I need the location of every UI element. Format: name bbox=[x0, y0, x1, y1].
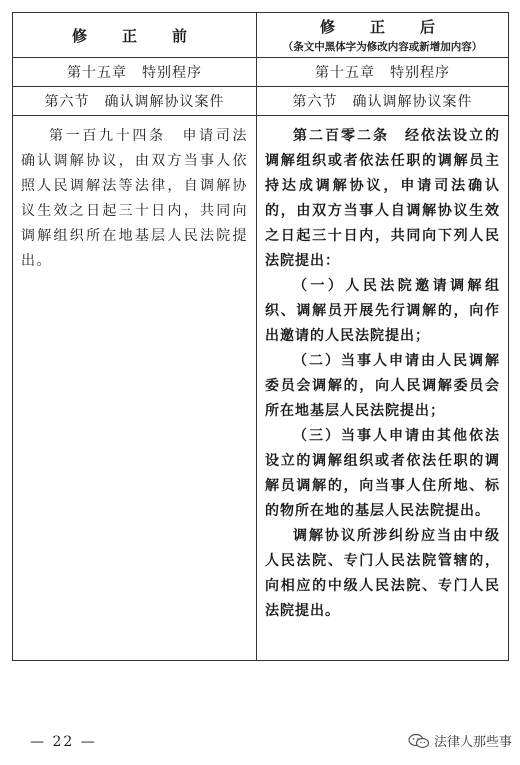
article-before-cell bbox=[13, 116, 257, 661]
page-number: — 22 — bbox=[30, 734, 97, 750]
article-after-paragraph: （二）当事人申请由人民调解委员会调解的，向人民调解委员会所在地基层人民法院提出； bbox=[265, 353, 500, 419]
header-after-title: 修 正 后 bbox=[319, 18, 445, 36]
header-after-cell bbox=[257, 13, 509, 58]
watermark bbox=[408, 731, 512, 750]
article-before-text: 第一百九十四条 申请司法确认调解协议，由双方当事人依照人民调解法等法律，自调解协议生效之日起三十日内，共同向调解组织所在地基层人民法院提出。 bbox=[21, 128, 248, 269]
wechat-icon bbox=[408, 733, 430, 749]
article-after-paragraph: 第二百零二条 经依法设立的调解组织或者依法任职的调解员主持达成调解协议，申请司法确认的，由双方当事人自调解协议生效之日起三十日内，共同向下列人民法院提出： bbox=[265, 128, 500, 269]
section-before: 第六节 确认调解协议案件 bbox=[13, 87, 257, 116]
article-after-paragraph: （一）人民法院邀请调解组织、调解员开展先行调解的，向作出邀请的人民法院提出； bbox=[265, 278, 500, 344]
header-before-cell bbox=[13, 13, 257, 58]
watermark-text: 法律人那些事 bbox=[433, 735, 512, 750]
chapter-after: 第十五章 特别程序 bbox=[257, 58, 509, 87]
header-after-subtitle: （条文中黑体字为修改内容或新增加内容） bbox=[282, 41, 483, 53]
header-before-title: 修 正 前 bbox=[71, 26, 197, 45]
article-after-paragraph: （三）当事人申请由其他依法设立的调解组织或者依法任职的调解员调解的，向当事人住所地、标的物所在地的基层人民法院提出。 bbox=[265, 428, 500, 519]
article-after-cell bbox=[257, 116, 509, 661]
section-after: 第六节 确认调解协议案件 bbox=[257, 87, 509, 116]
chapter-before: 第十五章 特别程序 bbox=[13, 58, 257, 87]
comparison-table bbox=[12, 12, 509, 661]
article-after-paragraph: 调解协议所涉纠纷应当由中级人民法院、专门人民法院管辖的，向相应的中级人民法院、专门人民法院提出。 bbox=[265, 528, 500, 619]
